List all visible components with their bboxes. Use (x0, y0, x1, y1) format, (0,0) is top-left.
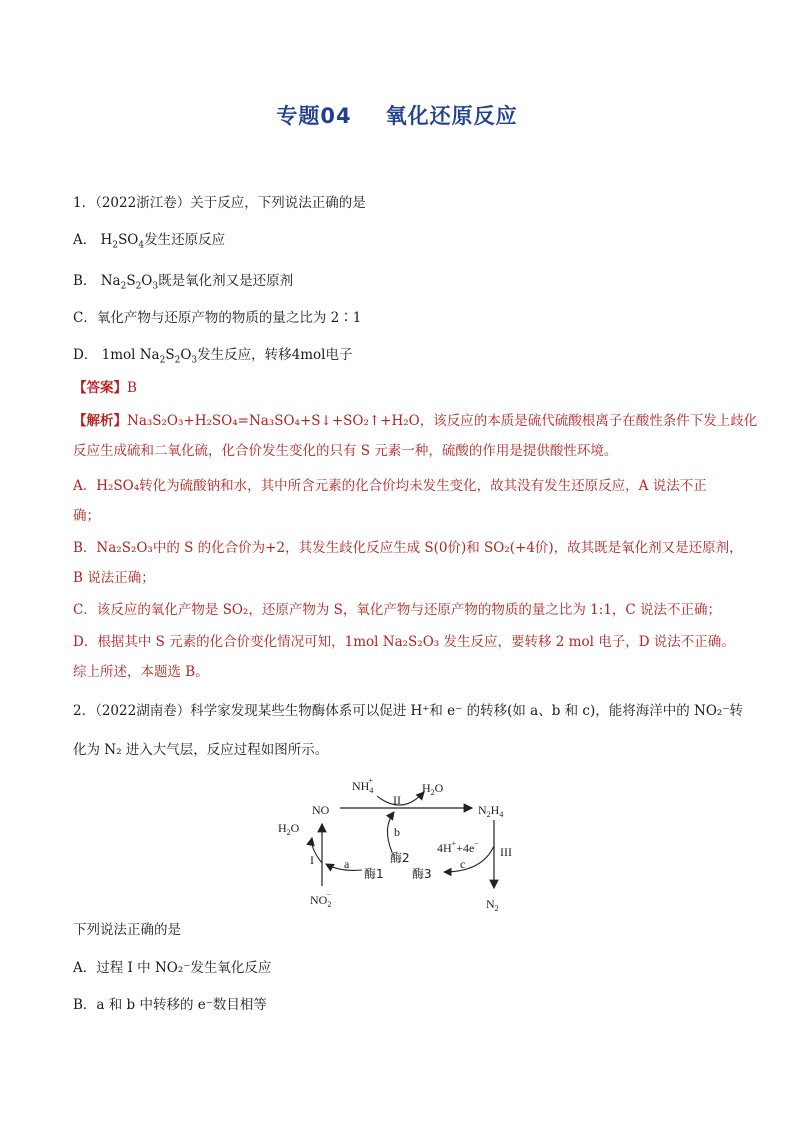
q1-option-a: A． $H_2SO_4$发生还原反应 (73, 232, 226, 251)
q1-analysis-line-1: 【解析】Na₃S₂O₃+H₂SO₄=Na₃SO₄+S↓+SO₂↑+H₂O，该反应的本质是硫代硫酸根离子在酸性条件下发上歧化 (73, 413, 758, 429)
q1-answer (73, 378, 137, 398)
label-h2o-left: $H_2O$ (278, 821, 300, 837)
title-subject: 氧化还原反应 (385, 104, 518, 128)
q1-option-d: D． 1mol $Na_2S_2O_3$发生反应，转移4mol电子 (73, 347, 353, 366)
label-enzyme-3: 酶3 (412, 867, 432, 881)
label-c: c (460, 857, 466, 871)
q2-question: 下列说法正确的是 (73, 922, 181, 938)
q1-analysis-line-6: B 说法正确； (73, 570, 155, 586)
label-n2h4: $N_2H_4$ (478, 803, 504, 819)
q1-analysis-line-8: D．根据其中 S 元素的化合价变化情况可知，1mol Na₂S₂O₃ 发生反应，要转移 2 mol 电子，D 说法不正确。 (73, 634, 735, 650)
q1-option-b: B． $Na_2S_2O_3$既是氧化剂又是还原剂 (73, 273, 294, 292)
q1-analysis-line-7: C．该反应的氧化产物是 SO₂，还原产物为 S，氧化产物与还原产物的物质的量之比为 1:1，C 说法不正确； (73, 602, 722, 618)
label-a: a (344, 857, 350, 871)
label-no: NO (312, 803, 330, 817)
label-nh4: $NH_4+$ (352, 776, 374, 795)
q1-analysis-line-4: 确； (73, 508, 100, 524)
page-title (0, 100, 794, 130)
q1-analysis-line-2: 反应生成硫和二氧化硫，化合价发生变化的只有 S 元素一种，硫酸的作用是提供酸性环境。 (73, 443, 618, 459)
label-enzyme-1: 酶1 (364, 867, 384, 881)
q2-stem-line-2: 化为 N₂ 进入大气层，反应过程如图所示。 (73, 742, 329, 758)
answer-label: 【答案】 (73, 380, 127, 396)
reaction-pathway-diagram (272, 768, 532, 916)
q1-analysis-line-3: A．H₂SO₄转化为硫酸钠和水，其中所含元素的化合价均未发生变化，故其没有发生还原反应，A 说法不正 (73, 478, 707, 494)
answer-value: B (127, 380, 137, 396)
label-n2: $N_2$ (486, 897, 499, 913)
q1-option-c: C．氧化产物与还原产物的物质的量之比为 2∶1 (73, 310, 362, 326)
q2-option-b: B．a 和 b 中转移的 e⁻数目相等 (73, 997, 267, 1013)
q2-option-a: A．过程 I 中 NO₂⁻发生氧化反应 (73, 960, 272, 976)
label-enzyme-2: 酶2 (390, 851, 410, 865)
q1-stem: 1．（2022浙江卷）关于反应，下列说法正确的是 (73, 195, 366, 211)
analysis-label: 【解析】 (73, 413, 127, 429)
title-topic: 专题04 (276, 104, 352, 128)
label-h2o-top: $H_2O$ (422, 781, 444, 797)
q2-stem-line-1: 2．（2022湖南卷）科学家发现某些生物酶体系可以促进 H⁺和 e⁻ 的转移(如 a、b 和 c)，能将海洋中的 NO₂⁻转 (73, 703, 743, 719)
label-process-i: I (310, 853, 314, 867)
label-process-iii: III (500, 845, 512, 859)
label-b: b (394, 825, 400, 839)
label-process-ii: II (393, 793, 401, 807)
q1-analysis-line-5: B．Na₂S₂O₃中的 S 的化合价为+2，其发生歧化反应生成 S(0价)和 SO₂(+4价)，故其既是氧化剂又是还原剂， (73, 540, 743, 556)
q1-analysis-line-9: 综上所述，本题选 B。 (73, 664, 209, 680)
label-no2: $NO_2-$ (310, 890, 332, 909)
label-h-plus-e: 4H++4e− (437, 839, 479, 855)
